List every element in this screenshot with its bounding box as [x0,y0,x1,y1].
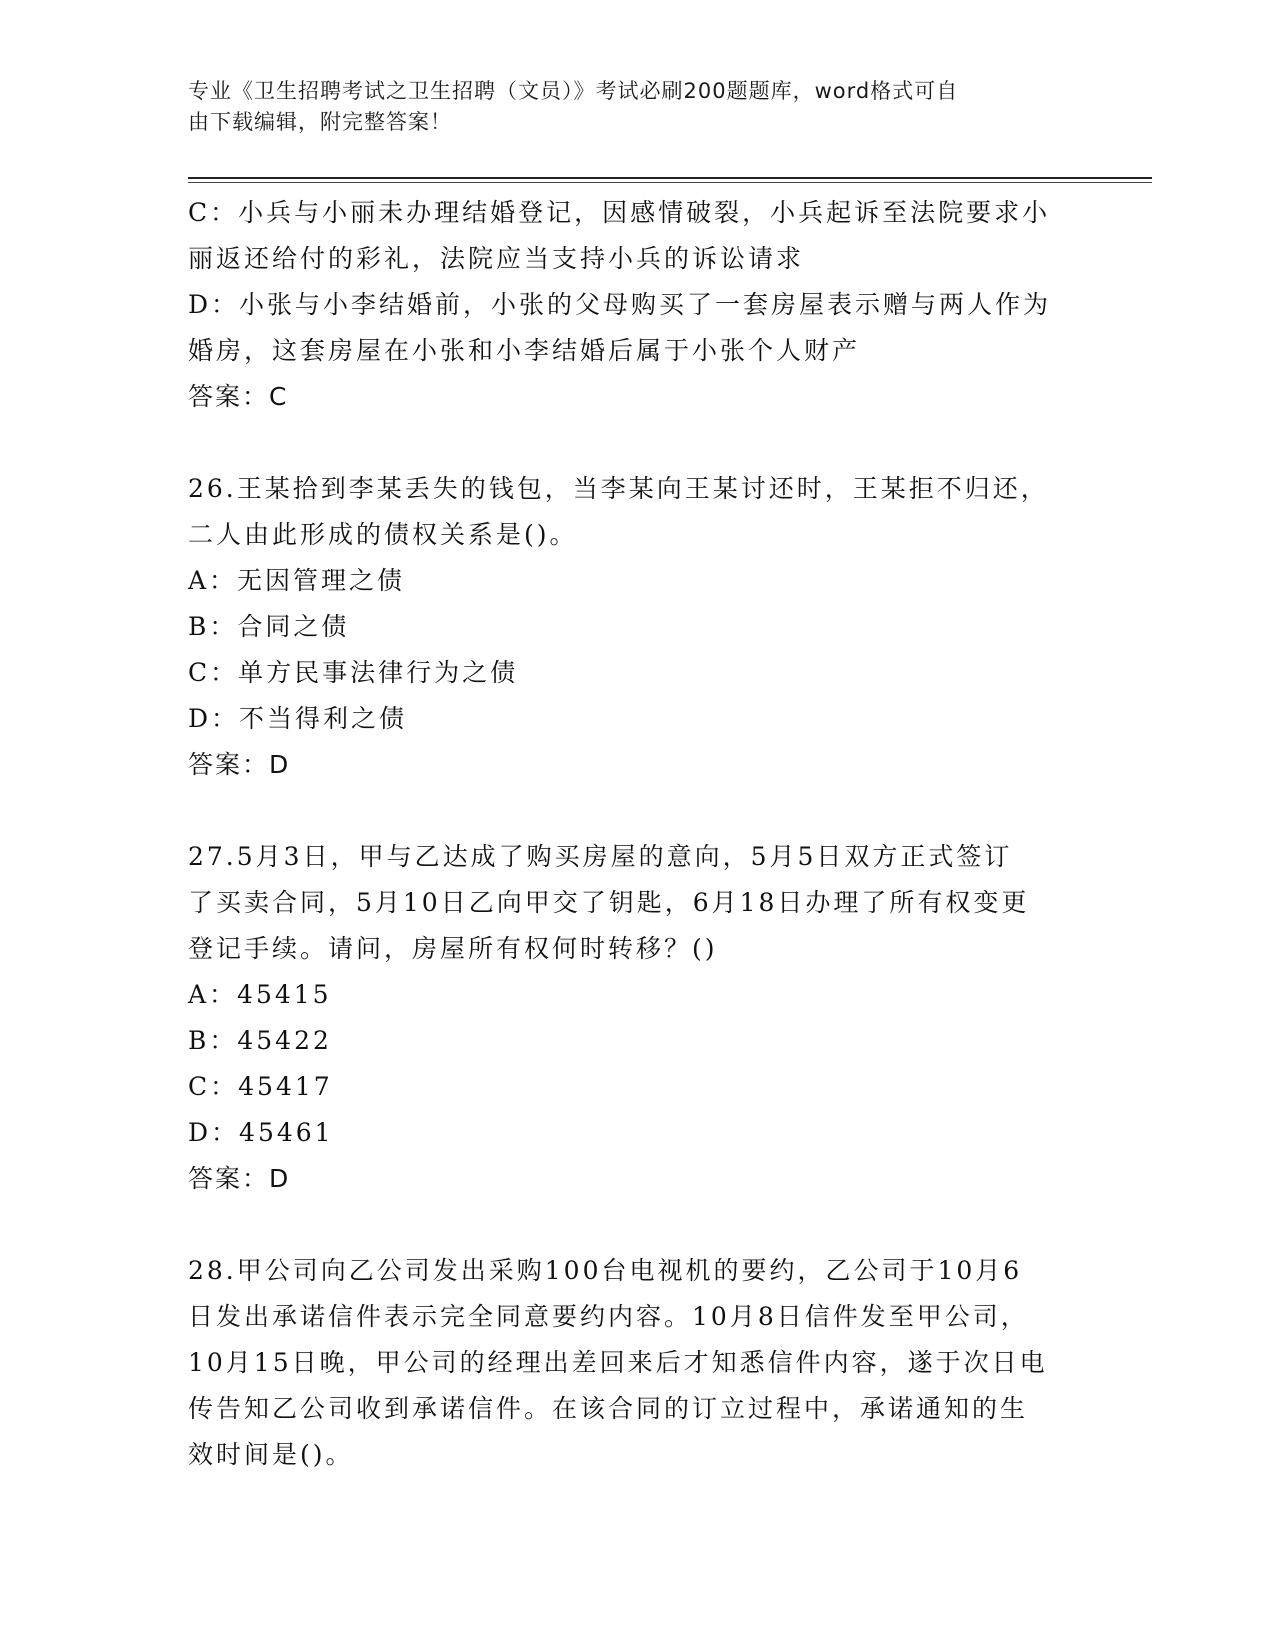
spacer [188,1202,1088,1248]
question-stem-line-2: 了买卖合同，5月10日乙向甲交了钥匙，6月18日办理了所有权变更 [188,888,1030,917]
option-d-line-2: 婚房，这套房屋在小张和小李结婚后属于小张个人财产 [188,336,861,365]
header-divider-thin [188,182,1152,183]
header-line-1: 专业《卫生招聘考试之卫生招聘（文员）》考试必刷200题题库，word格式可自 [188,79,959,103]
option-d: D：45461 [188,1118,334,1147]
option-c-line-2: 丽返还给付的彩礼，法院应当支持小兵的诉讼请求 [188,244,805,273]
question-27 [188,834,1088,1202]
question-stem-line-4: 传告知乙公司收到承诺信件。在该合同的订立过程中，承诺通知的生 [188,1394,1029,1423]
header-line-2: 由下载编辑，附完整答案！ [188,110,452,134]
option-a: A：45415 [188,980,332,1009]
question-stem-line-2: 日发出承诺信件表示完全同意要约内容。10月8日信件发至甲公司， [188,1302,1029,1331]
question-26 [188,466,1088,788]
question-stem-line-5: 效时间是()。 [188,1440,354,1469]
question-stem-line-3: 登记手续。请问，房屋所有权何时转移？() [188,934,718,963]
question-stem-line-2: 二人由此形成的债权关系是()。 [188,520,578,549]
document-body [188,190,1088,1478]
option-a: A：无因管理之债 [188,566,406,595]
question-stem-line-1: 26.王某拾到李某丢失的钱包，当李某向王某讨还时，王某拒不归还， [188,474,1049,503]
question-stem-line-1: 27.5月3日，甲与乙达成了购买房屋的意向，5月5日双方正式签订 [188,842,1013,871]
option-c-line-1: C：小兵与小丽未办理结婚登记，因感情破裂，小兵起诉至法院要求小 [188,198,1051,227]
document-header [188,76,1068,138]
answer-line: 答案：C [188,382,289,411]
question-stem-line-3: 10月15日晚，甲公司的经理出差回来后才知悉信件内容，遂于次日电 [188,1348,1048,1377]
question-25-continued [188,190,1088,420]
header-divider-thick [188,177,1152,179]
option-d: D：不当得利之债 [188,704,408,733]
spacer [188,788,1088,834]
answer-line: 答案：D [188,1164,291,1193]
answer-line: 答案：D [188,750,291,779]
question-28 [188,1248,1088,1478]
option-d-line-1: D：小张与小李结婚前，小张的父母购买了一套房屋表示赠与两人作为 [188,290,1052,319]
option-b: B：合同之债 [188,612,350,641]
option-c: C：45417 [188,1072,333,1101]
question-stem-line-1: 28.甲公司向乙公司发出采购100台电视机的要约，乙公司于10月6 [188,1256,1023,1285]
spacer [188,420,1088,466]
option-c: C：单方民事法律行为之债 [188,658,519,687]
option-b: B：45422 [188,1026,332,1055]
